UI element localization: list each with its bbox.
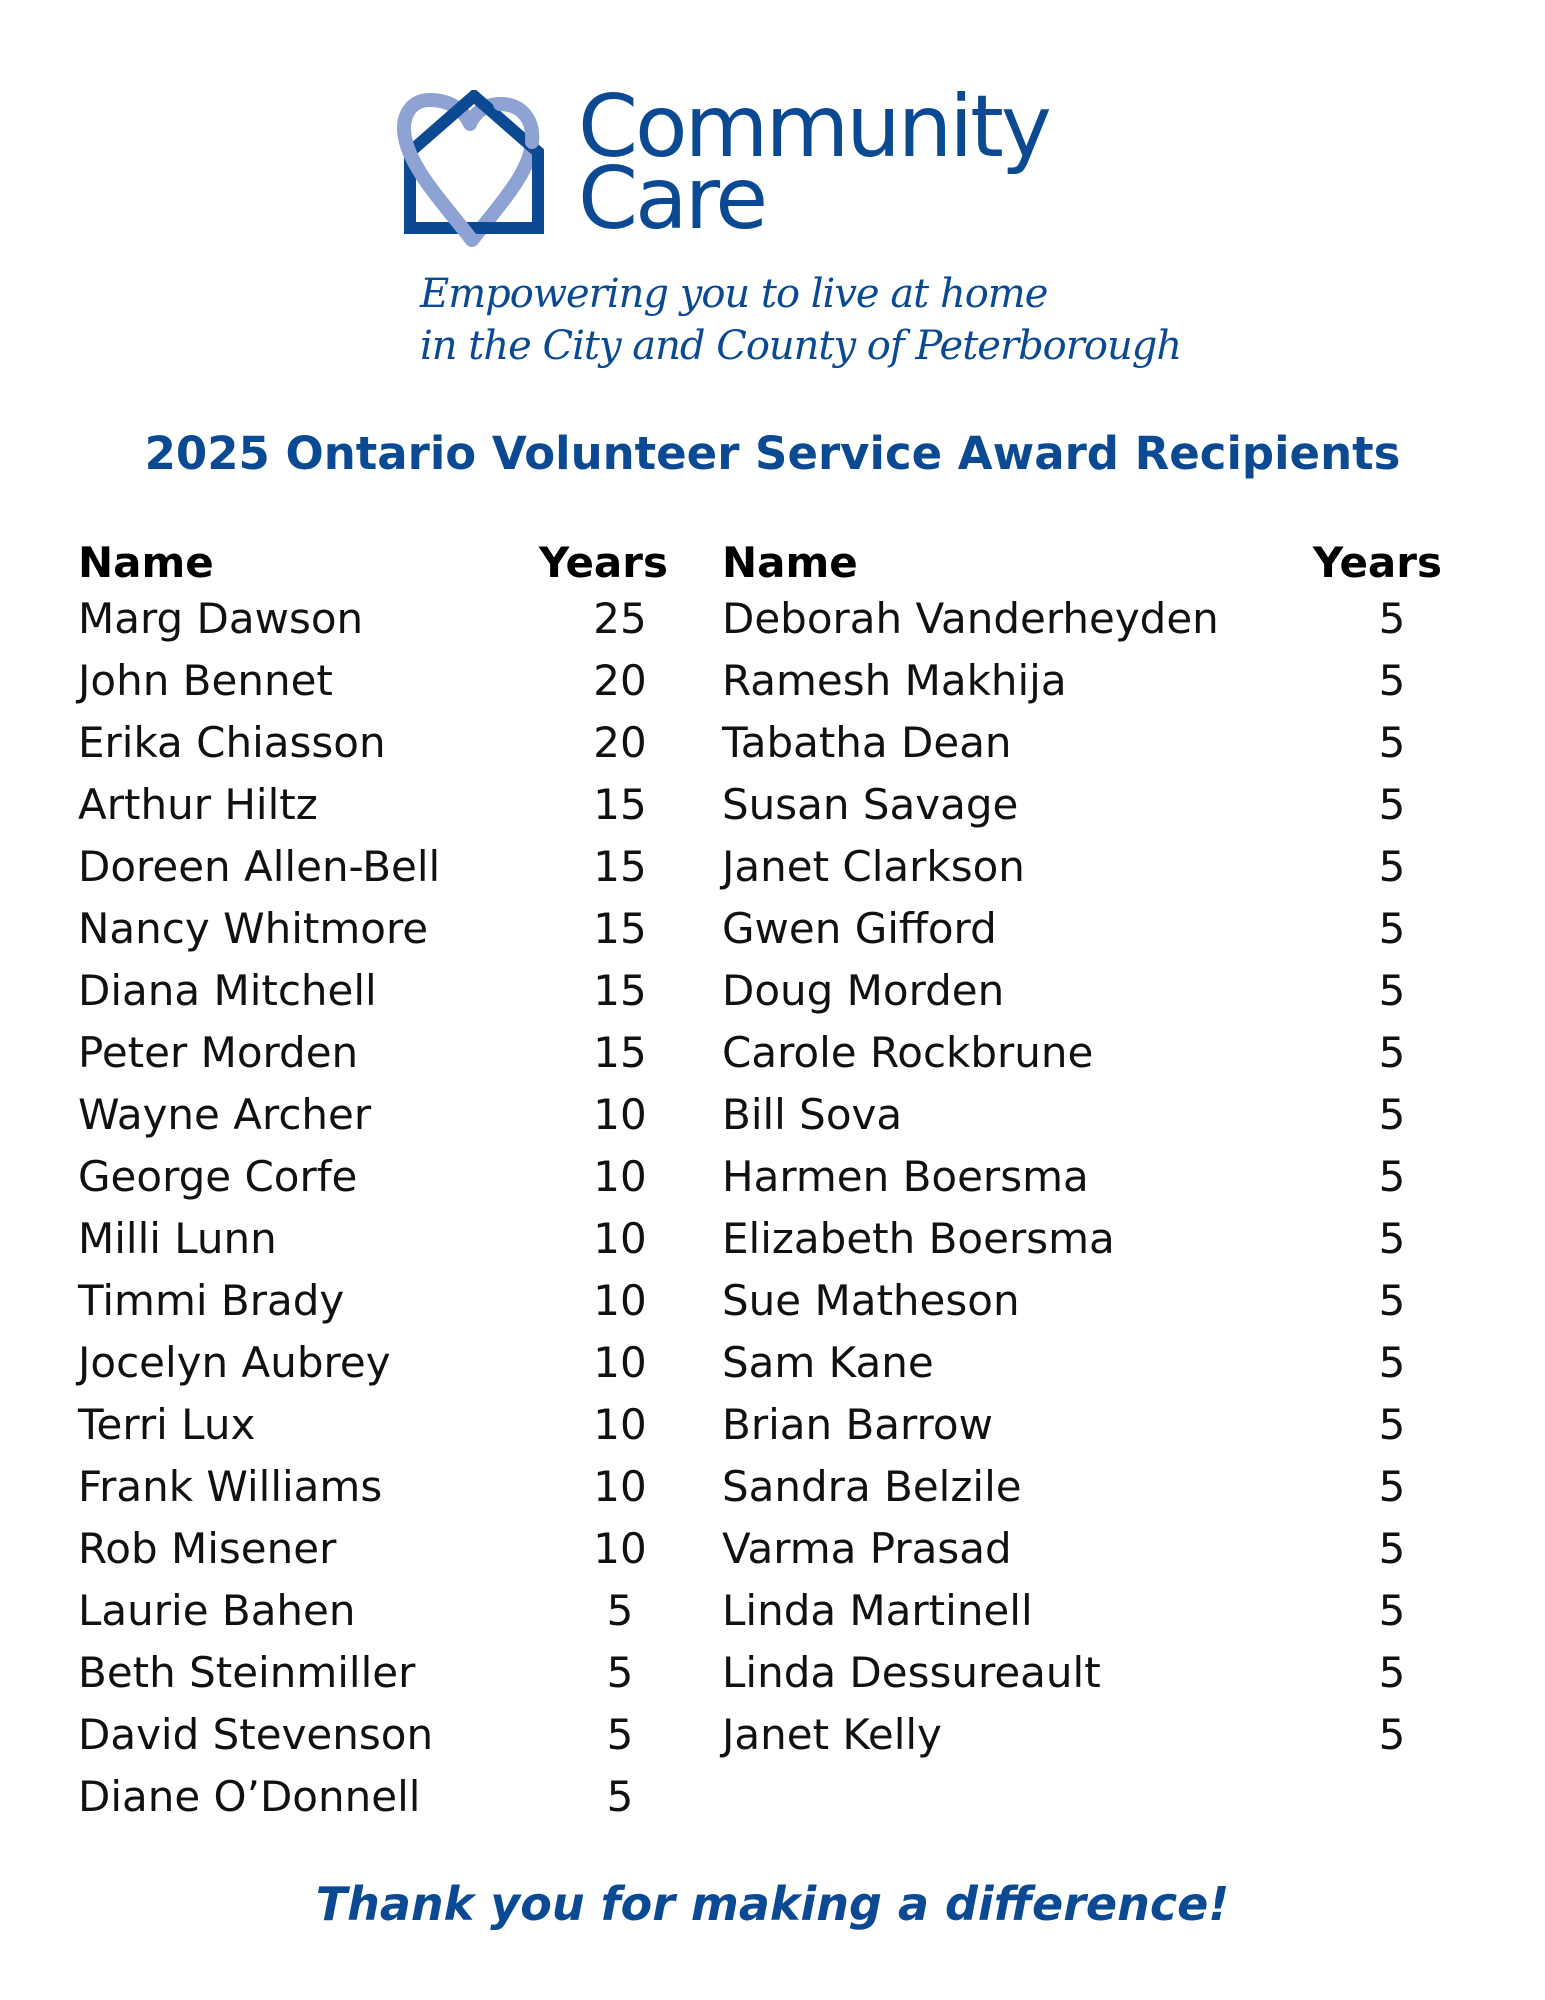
recipient-name: Susan Savage (722, 780, 1019, 829)
recipient-years: 10 (593, 1214, 647, 1263)
table-row (722, 898, 1442, 960)
logo-wordmark-line2: Care (578, 149, 766, 249)
table-row (722, 836, 1442, 898)
recipient-name: Brian Barrow (722, 1400, 993, 1449)
recipient-name: Ramesh Makhija (722, 656, 1067, 705)
recipient-name: Peter Morden (78, 1028, 359, 1077)
recipient-name: George Corfe (78, 1152, 358, 1201)
table-row (78, 1022, 668, 1084)
recipient-years: 5 (606, 1772, 634, 1821)
recipient-years: 5 (1378, 1276, 1406, 1325)
recipient-name: Elizabeth Boersma (722, 1214, 1115, 1263)
table-row (722, 1704, 1442, 1766)
recipient-name: Gwen Gifford (722, 904, 997, 953)
table-row (78, 960, 668, 1022)
recipient-years: 5 (1378, 1710, 1406, 1759)
logo-wordmark-line1: Community (578, 77, 1049, 177)
table-row (78, 836, 668, 898)
recipient-name: Janet Kelly (722, 1710, 942, 1759)
recipient-years: 15 (593, 1028, 647, 1077)
recipient-name: Tabatha Dean (722, 718, 1012, 767)
column-header (78, 538, 668, 588)
recipient-years: 15 (593, 966, 647, 1015)
recipient-years: 5 (1378, 1400, 1406, 1449)
table-row (722, 588, 1442, 650)
recipients-column-left (78, 538, 668, 1828)
recipient-years: 5 (1378, 1090, 1406, 1139)
recipient-name: John Bennet (78, 656, 333, 705)
recipient-name: David Stevenson (78, 1710, 434, 1759)
recipient-name: Deborah Vanderheyden (722, 594, 1219, 643)
table-row (722, 712, 1442, 774)
table-row (78, 898, 668, 960)
name-header: Name (722, 538, 858, 587)
recipient-name: Terri Lux (78, 1400, 256, 1449)
recipient-years: 10 (593, 1524, 647, 1573)
table-row (78, 1084, 668, 1146)
recipient-years: 5 (1378, 780, 1406, 829)
table-row (722, 1084, 1442, 1146)
recipient-name: Doreen Allen-Bell (78, 842, 441, 891)
table-row (722, 1456, 1442, 1518)
table-row (722, 650, 1442, 712)
table-row (722, 1146, 1442, 1208)
recipient-years: 10 (593, 1462, 647, 1511)
recipient-name: Milli Lunn (78, 1214, 277, 1263)
recipient-name: Varma Prasad (722, 1524, 1012, 1573)
recipient-name: Rob Misener (78, 1524, 337, 1573)
table-row (78, 1704, 668, 1766)
recipient-years: 15 (593, 904, 647, 953)
table-row (78, 650, 668, 712)
table-row (78, 712, 668, 774)
table-row (78, 774, 668, 836)
recipient-years: 5 (606, 1648, 634, 1697)
recipient-years: 5 (606, 1586, 634, 1635)
table-row (722, 774, 1442, 836)
table-row (722, 1518, 1442, 1580)
tagline-line2: in the City and County of Peterborough (420, 323, 1182, 369)
table-row (722, 1270, 1442, 1332)
table-row (722, 1642, 1442, 1704)
recipient-years: 25 (593, 594, 647, 643)
recipient-years: 5 (1378, 904, 1406, 953)
recipient-name: Harmen Boersma (722, 1152, 1089, 1201)
recipient-name: Diana Mitchell (78, 966, 377, 1015)
page-title: 2025 Ontario Volunteer Service Award Recipients (144, 427, 1401, 480)
recipient-name: Bill Sova (722, 1090, 903, 1139)
recipient-years: 5 (1378, 1028, 1406, 1077)
recipient-name: Nancy Whitmore (78, 904, 429, 953)
recipient-name: Linda Martinell (722, 1586, 1033, 1635)
recipient-name: Frank Williams (78, 1462, 383, 1511)
recipient-name: Timmi Brady (78, 1276, 345, 1325)
recipient-years: 5 (1378, 718, 1406, 767)
recipient-years: 5 (1378, 1338, 1406, 1387)
recipient-name: Beth Steinmiller (78, 1648, 416, 1697)
recipient-name: Arthur Hiltz (78, 780, 318, 829)
table-row (78, 1518, 668, 1580)
table-row (78, 588, 668, 650)
table-row (78, 1580, 668, 1642)
recipient-years: 5 (1378, 1524, 1406, 1573)
table-row (78, 1394, 668, 1456)
recipient-years: 20 (593, 656, 647, 705)
table-row (722, 1022, 1442, 1084)
column-header (722, 538, 1442, 588)
community-care-logo (390, 77, 1150, 249)
table-row (78, 1146, 668, 1208)
recipient-name: Sam Kane (722, 1338, 934, 1387)
house-heart-icon (390, 90, 550, 250)
table-row (78, 1208, 668, 1270)
recipient-years: 5 (1378, 1586, 1406, 1635)
table-row (78, 1332, 668, 1394)
recipient-years: 10 (593, 1090, 647, 1139)
tagline (420, 268, 1240, 372)
recipient-name: Linda Dessureault (722, 1648, 1101, 1697)
recipient-years: 5 (1378, 966, 1406, 1015)
table-row (78, 1766, 668, 1828)
years-header: Years (538, 538, 668, 587)
table-row (722, 1394, 1442, 1456)
recipient-years: 10 (593, 1400, 647, 1449)
recipient-name: Diane O’Donnell (78, 1772, 421, 1821)
recipient-years: 10 (593, 1338, 647, 1387)
recipient-years: 5 (1378, 842, 1406, 891)
years-header: Years (1312, 538, 1442, 587)
recipient-years: 15 (593, 780, 647, 829)
recipient-name: Sandra Belzile (722, 1462, 1022, 1511)
name-header: Name (78, 538, 214, 587)
table-row (722, 1580, 1442, 1642)
table-row (78, 1456, 668, 1518)
recipient-name: Doug Morden (722, 966, 1005, 1015)
table-row (78, 1642, 668, 1704)
recipients-column-right (722, 538, 1442, 1766)
recipient-name: Laurie Bahen (78, 1586, 356, 1635)
recipient-years: 10 (593, 1152, 647, 1201)
recipient-name: Sue Matheson (722, 1276, 1020, 1325)
recipient-years: 20 (593, 718, 647, 767)
recipient-name: Janet Clarkson (722, 842, 1025, 891)
recipient-years: 5 (1378, 594, 1406, 643)
recipient-name: Marg Dawson (78, 594, 364, 643)
recipient-years: 5 (1378, 1462, 1406, 1511)
recipient-name: Wayne Archer (78, 1090, 372, 1139)
recipient-years: 5 (606, 1710, 634, 1759)
recipient-name: Erika Chiasson (78, 718, 386, 767)
table-row (722, 1332, 1442, 1394)
table-row (78, 1270, 668, 1332)
recipient-years: 5 (1378, 1152, 1406, 1201)
recipient-years: 5 (1378, 1648, 1406, 1697)
thank-you-message: Thank you for making a difference! (315, 1877, 1230, 1931)
tagline-line1: Empowering you to live at home (420, 271, 1048, 317)
recipient-years: 5 (1378, 1214, 1406, 1263)
recipient-name: Jocelyn Aubrey (78, 1338, 391, 1387)
recipient-years: 15 (593, 842, 647, 891)
table-row (722, 960, 1442, 1022)
recipient-years: 5 (1378, 656, 1406, 705)
table-row (722, 1208, 1442, 1270)
recipient-name: Carole Rockbrune (722, 1028, 1094, 1077)
recipient-years: 10 (593, 1276, 647, 1325)
